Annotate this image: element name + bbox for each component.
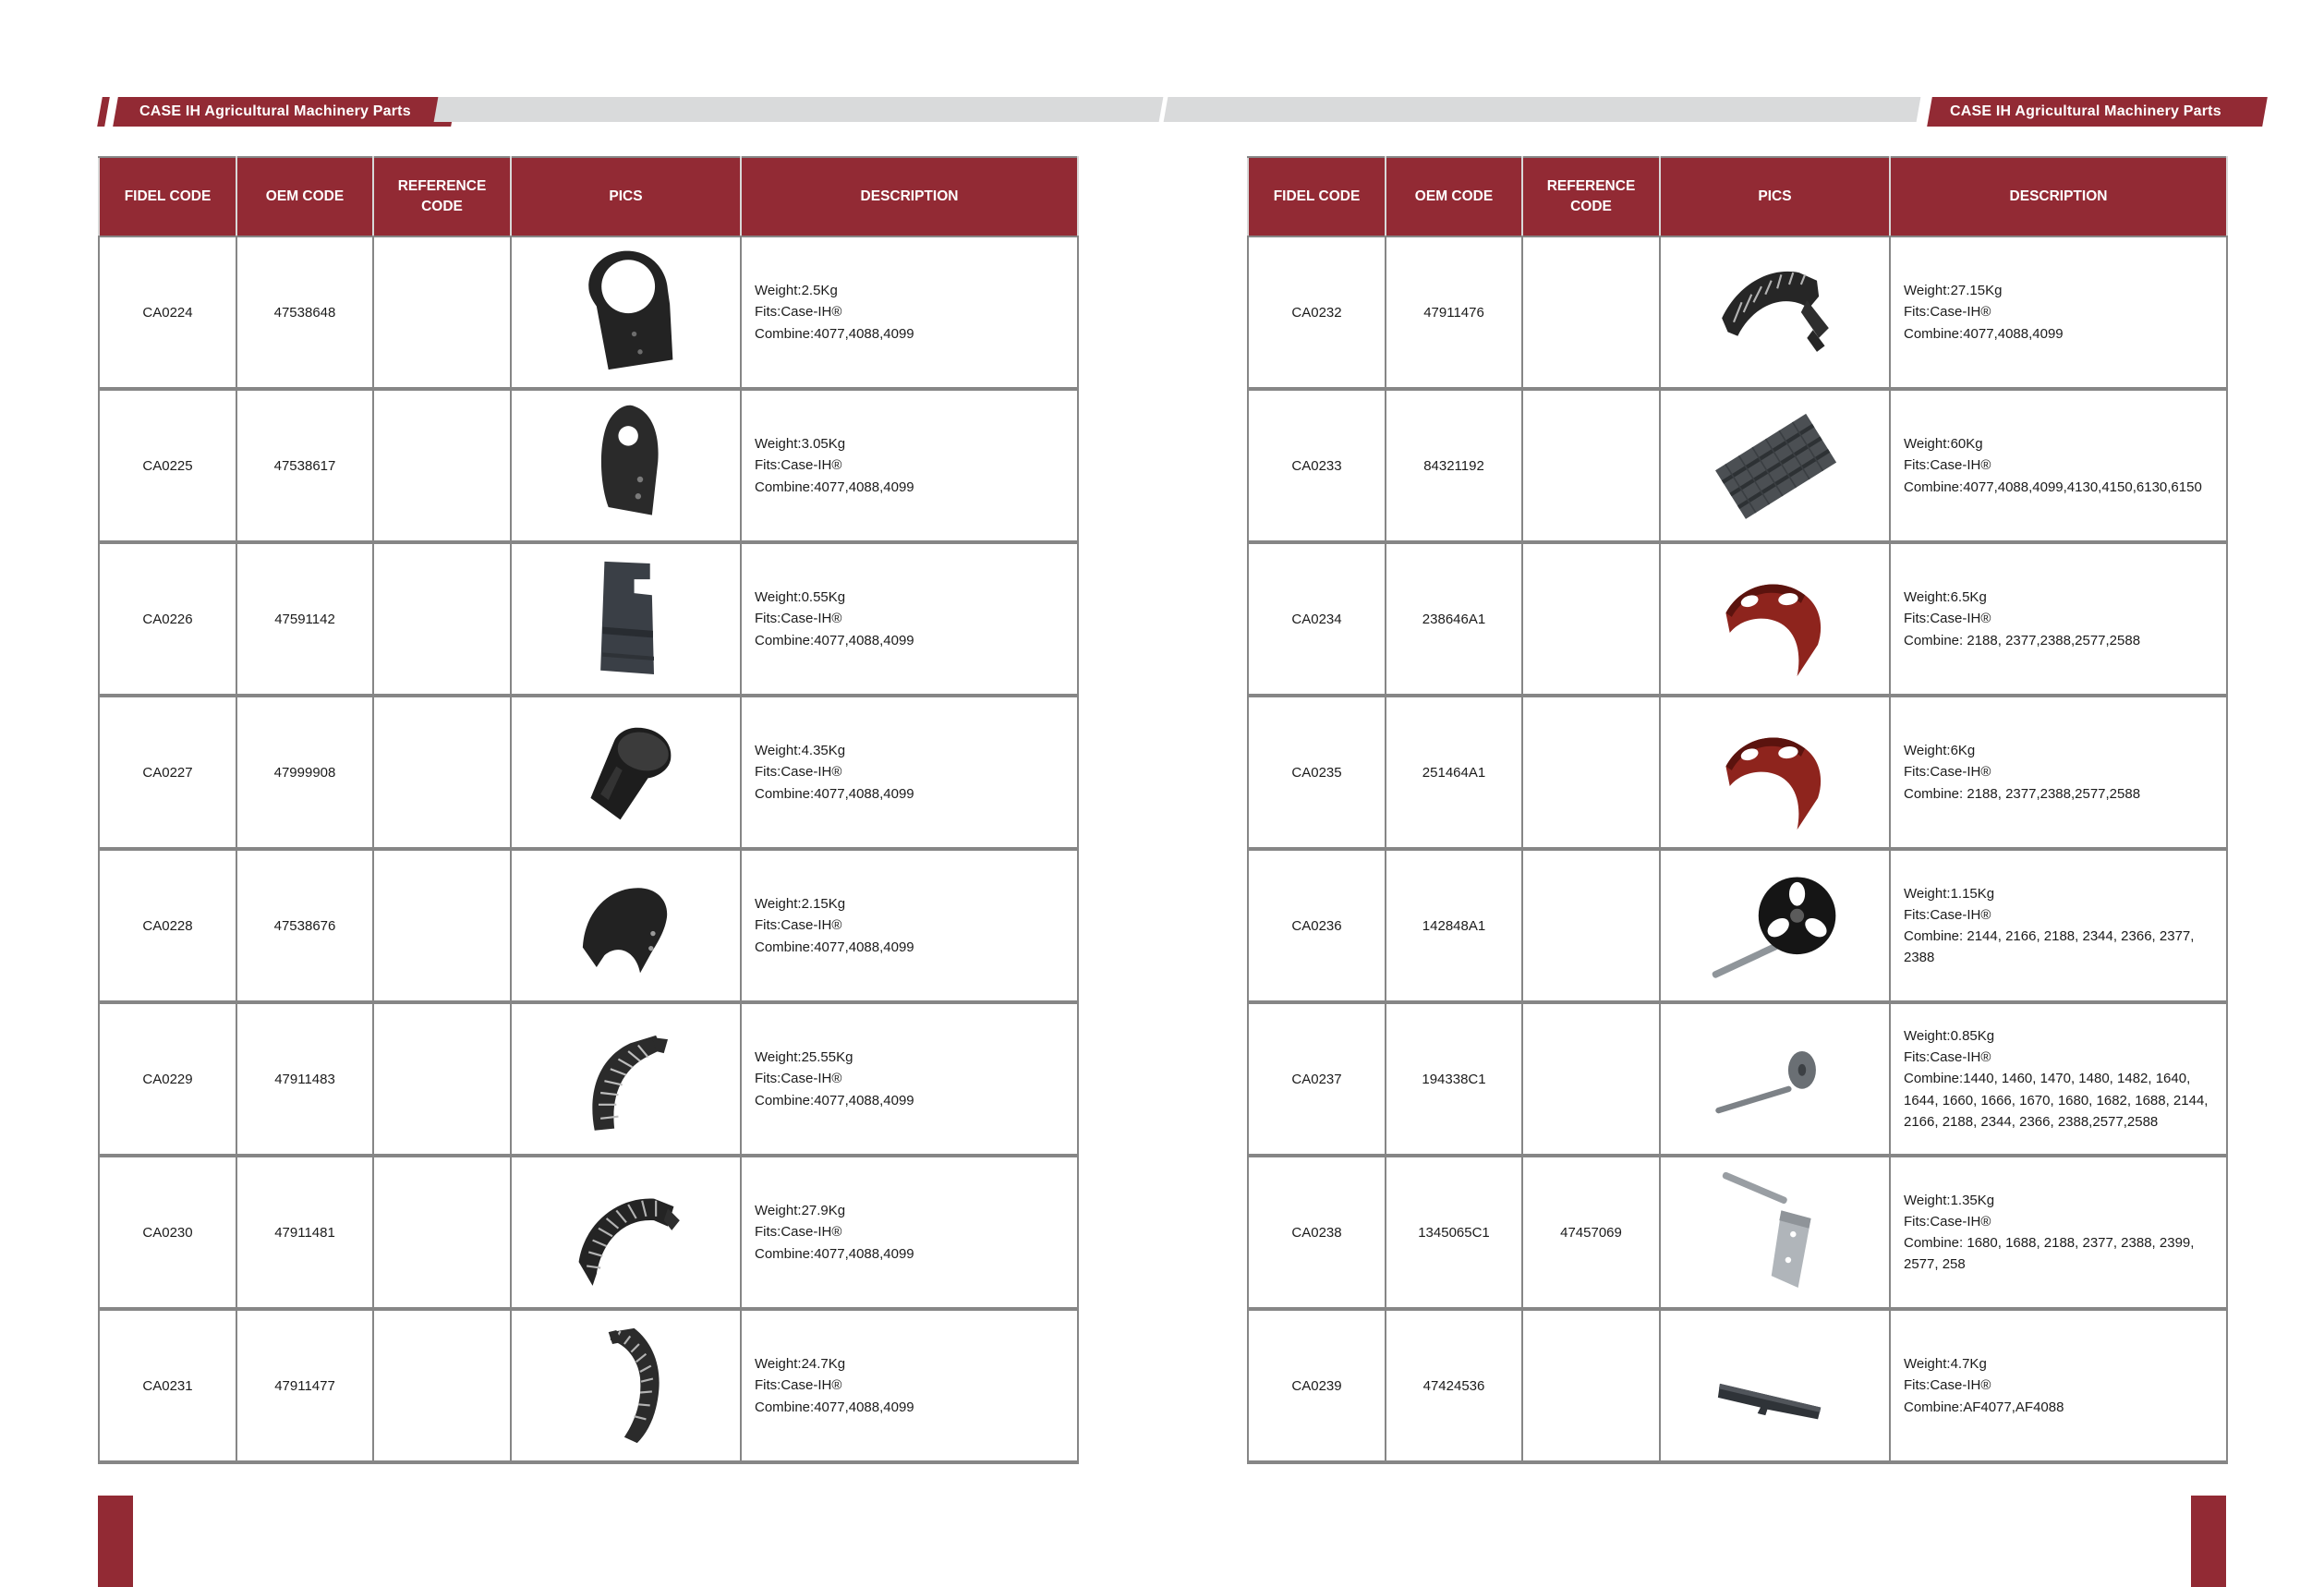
description-line: Combine: 2188, 2377,2388,2577,2588 <box>1904 632 2141 648</box>
reference-code-cell <box>1522 389 1660 542</box>
reference-code-cell <box>373 542 511 696</box>
reference-code-cell <box>373 1002 511 1156</box>
header-row <box>1248 157 2227 236</box>
reference-code-cell <box>1522 696 1660 849</box>
pics-cell <box>1660 389 1890 542</box>
description-line: Weight:27.15Kg <box>1904 283 2003 299</box>
reference-code-cell <box>1522 1002 1660 1156</box>
description-line: Combine:4077,4088,4099 <box>755 785 914 802</box>
oem-code-cell: 47999908 <box>236 696 373 849</box>
column-header-reference-code: REFERENCE CODE <box>373 157 511 236</box>
table-row <box>1248 849 2227 1002</box>
description-line: Combine: 1680, 1688, 2188, 2377, 2388, 2399, 2577, 258 <box>1904 1235 2195 1273</box>
table-row <box>99 1309 1078 1462</box>
fidel-code-cell: CA0233 <box>1248 389 1386 542</box>
fidel-code-cell: CA0239 <box>1248 1309 1386 1462</box>
fidel-code-cell: CA0236 <box>1248 849 1386 1002</box>
pics-cell <box>1660 1002 1890 1156</box>
oem-code-cell: 1345065C1 <box>1386 1156 1522 1309</box>
description-line: Weight:0.55Kg <box>755 589 846 606</box>
side-plate-icon <box>515 391 736 540</box>
header-banner-right <box>1927 97 2264 127</box>
concave-grate-icon <box>1664 237 1885 387</box>
reference-code-cell: 47457069 <box>1522 1156 1660 1309</box>
description-cell <box>1890 1156 2227 1309</box>
reference-code-cell <box>373 236 511 389</box>
rail-bar-icon <box>1664 1311 1885 1460</box>
description-line: Fits:Case-IH® <box>755 1071 842 1087</box>
description-cell <box>741 542 1078 696</box>
banner-gray-band-right <box>1164 97 1921 122</box>
description-line: Weight:6.5Kg <box>1904 589 1987 606</box>
table-row <box>99 542 1078 696</box>
table-row <box>1248 1156 2227 1309</box>
reference-code-cell <box>373 696 511 849</box>
fidel-code-cell: CA0224 <box>99 236 236 389</box>
description-cell <box>1890 1002 2227 1156</box>
grate-large-icon <box>515 1157 736 1307</box>
description-line: Weight:4.7Kg <box>1904 1356 1987 1373</box>
table-row <box>1248 1309 2227 1462</box>
description-cell <box>741 1002 1078 1156</box>
description-line: Fits:Case-IH® <box>755 611 842 627</box>
column-header-description: DESCRIPTION <box>741 157 1078 236</box>
description-line: Combine: 2144, 2166, 2188, 2344, 2366, 2377, 2388 <box>1904 928 2195 966</box>
reference-code-cell <box>1522 236 1660 389</box>
fender-red-icon <box>1664 544 1885 694</box>
description-line: Weight:6Kg <box>1904 743 1976 759</box>
description-line: Combine:4077,4088,4099 <box>755 1245 914 1262</box>
description-line: Combine:4077,4088,4099,4130,4150,6130,6150 <box>1904 479 2202 495</box>
fidel-code-cell: CA0230 <box>99 1156 236 1309</box>
table-row <box>1248 1002 2227 1156</box>
oem-code-cell: 47911481 <box>236 1156 373 1309</box>
page-title-left: CASE IH Agricultural Machinery Parts <box>139 103 411 119</box>
reference-code-cell <box>373 849 511 1002</box>
pics-cell <box>511 1156 741 1309</box>
oem-code-cell: 47538676 <box>236 849 373 1002</box>
footer-accent-right <box>2191 1496 2226 1587</box>
fidel-code-cell: CA0238 <box>1248 1156 1386 1309</box>
oem-code-cell: 251464A1 <box>1386 696 1522 849</box>
description-line: Combine:4077,4088,4099 <box>755 479 914 495</box>
parts-table-right <box>1247 156 2228 1464</box>
description-line: Weight:24.7Kg <box>755 1356 846 1373</box>
banner-gray-band-left <box>434 97 1164 122</box>
header-row <box>99 157 1078 236</box>
fidel-code-cell: CA0228 <box>99 849 236 1002</box>
description-line: Combine: 2188, 2377,2388,2577,2588 <box>1904 785 2141 802</box>
description-line: Combine:1440, 1460, 1470, 1480, 1482, 1640, 1644, 1660, 1666, 1670, 1680, 1682, 1688, 2144, 2166, 2188, 2344, 2366, 2388,2577,2588 <box>1904 1071 2209 1130</box>
wheel-shaft-icon <box>1664 851 1885 1000</box>
description-line: Fits:Case-IH® <box>1904 906 1991 923</box>
hood-segment-icon <box>515 851 736 1000</box>
description-line: Fits:Case-IH® <box>1904 304 1991 321</box>
table-row <box>99 389 1078 542</box>
description-line: Weight:2.5Kg <box>755 283 838 299</box>
oem-code-cell: 47538617 <box>236 389 373 542</box>
column-header-fidel-code: FIDEL CODE <box>1248 157 1386 236</box>
description-line: Fits:Case-IH® <box>1904 1049 1991 1066</box>
column-header-reference-code: REFERENCE CODE <box>1522 157 1660 236</box>
reference-code-cell <box>373 1309 511 1462</box>
description-line: Fits:Case-IH® <box>1904 611 1991 627</box>
description-cell <box>1890 1309 2227 1462</box>
fidel-code-cell: CA0226 <box>99 542 236 696</box>
oem-code-cell: 47538648 <box>236 236 373 389</box>
description-line: Weight:3.05Kg <box>755 436 846 453</box>
pics-cell <box>1660 696 1890 849</box>
description-line: Fits:Case-IH® <box>755 1377 842 1394</box>
fidel-code-cell: CA0227 <box>99 696 236 849</box>
pics-cell <box>511 236 741 389</box>
table-row <box>1248 236 2227 389</box>
description-cell <box>1890 389 2227 542</box>
table-row <box>99 696 1078 849</box>
description-cell <box>1890 696 2227 849</box>
oem-code-cell: 47591142 <box>236 542 373 696</box>
fidel-code-cell: CA0235 <box>1248 696 1386 849</box>
fidel-code-cell: CA0229 <box>99 1002 236 1156</box>
description-line: Weight:27.9Kg <box>755 1203 846 1219</box>
parts-table-left <box>98 156 1079 1464</box>
description-line: Combine:AF4077,AF4088 <box>1904 1399 2064 1415</box>
description-line: Weight:0.85Kg <box>1904 1027 1995 1044</box>
fidel-code-cell: CA0225 <box>99 389 236 542</box>
description-cell <box>741 389 1078 542</box>
pics-cell <box>511 1002 741 1156</box>
description-line: Combine:4077,4088,4099 <box>755 1399 914 1415</box>
reference-code-cell <box>1522 849 1660 1002</box>
description-cell <box>741 696 1078 849</box>
description-line: Weight:2.15Kg <box>755 896 846 913</box>
column-header-pics: PICS <box>1660 157 1890 236</box>
oem-code-cell: 47911477 <box>236 1309 373 1462</box>
description-line: Combine:4077,4088,4099 <box>755 632 914 648</box>
pics-cell <box>511 1309 741 1462</box>
description-line: Fits:Case-IH® <box>1904 764 1991 781</box>
description-line: Weight:60Kg <box>1904 436 1983 453</box>
fidel-code-cell: CA0237 <box>1248 1002 1386 1156</box>
pics-cell <box>1660 1309 1890 1462</box>
column-header-description: DESCRIPTION <box>1890 157 2227 236</box>
rod-bracket-icon <box>1664 1157 1885 1307</box>
reference-code-cell <box>1522 1309 1660 1462</box>
banner-accent-stripe-left <box>97 97 110 127</box>
description-cell <box>1890 849 2227 1002</box>
description-cell <box>741 236 1078 389</box>
table-row <box>1248 696 2227 849</box>
fidel-code-cell: CA0231 <box>99 1309 236 1462</box>
description-line: Combine:4077,4088,4099 <box>755 325 914 342</box>
oem-code-cell: 84321192 <box>1386 389 1522 542</box>
description-line: Fits:Case-IH® <box>755 457 842 474</box>
header-banner-left <box>113 97 456 127</box>
oem-code-cell: 47424536 <box>1386 1309 1522 1462</box>
pics-cell <box>511 389 741 542</box>
description-line: Fits:Case-IH® <box>755 304 842 321</box>
description-line: Weight:25.55Kg <box>755 1049 853 1066</box>
grate-tall-icon <box>515 1311 736 1460</box>
panel-icon <box>515 544 736 694</box>
pics-cell <box>1660 542 1890 696</box>
oem-code-cell: 194338C1 <box>1386 1002 1522 1156</box>
scoop-tube-icon <box>515 697 736 847</box>
description-line: Combine:4077,4088,4099 <box>755 1092 914 1108</box>
pics-cell <box>511 696 741 849</box>
column-header-pics: PICS <box>511 157 741 236</box>
mount-plate-icon <box>515 237 736 387</box>
page-title-right: CASE IH Agricultural Machinery Parts <box>1950 103 2221 119</box>
oem-code-cell: 142848A1 <box>1386 849 1522 1002</box>
fidel-code-cell: CA0234 <box>1248 542 1386 696</box>
shaft-disc-icon <box>1664 1004 1885 1154</box>
pics-cell <box>511 849 741 1002</box>
description-line: Weight:4.35Kg <box>755 743 846 759</box>
grate-small-icon <box>515 1004 736 1154</box>
table-row <box>99 1156 1078 1309</box>
reference-code-cell <box>373 1156 511 1309</box>
description-cell <box>1890 542 2227 696</box>
description-line: Fits:Case-IH® <box>1904 1213 1991 1230</box>
oem-code-cell: 238646A1 <box>1386 542 1522 696</box>
description-cell <box>741 849 1078 1002</box>
table-row <box>99 236 1078 389</box>
description-cell <box>1890 236 2227 389</box>
column-header-fidel-code: FIDEL CODE <box>99 157 236 236</box>
description-line: Weight:1.15Kg <box>1904 885 1995 902</box>
description-line: Fits:Case-IH® <box>1904 1377 1991 1394</box>
oem-code-cell: 47911483 <box>236 1002 373 1156</box>
description-line: Fits:Case-IH® <box>755 1224 842 1241</box>
table-row <box>99 849 1078 1002</box>
description-cell <box>741 1309 1078 1462</box>
reference-code-cell <box>373 389 511 542</box>
mesh-screen-icon <box>1664 391 1885 540</box>
description-line: Fits:Case-IH® <box>755 764 842 781</box>
description-line: Combine:4077,4088,4099 <box>755 939 914 955</box>
table-row <box>1248 542 2227 696</box>
pics-cell <box>1660 1156 1890 1309</box>
table-row <box>1248 389 2227 542</box>
fender-red-icon <box>1664 697 1885 847</box>
description-line: Fits:Case-IH® <box>1904 457 1991 474</box>
description-line: Combine:4077,4088,4099 <box>1904 325 2064 342</box>
description-line: Weight:1.35Kg <box>1904 1192 1995 1208</box>
description-line: Fits:Case-IH® <box>755 917 842 934</box>
pics-cell <box>511 542 741 696</box>
description-cell <box>741 1156 1078 1309</box>
column-header-oem-code: OEM CODE <box>1386 157 1522 236</box>
fidel-code-cell: CA0232 <box>1248 236 1386 389</box>
pics-cell <box>1660 849 1890 1002</box>
column-header-oem-code: OEM CODE <box>236 157 373 236</box>
pics-cell <box>1660 236 1890 389</box>
footer-accent-left <box>98 1496 133 1587</box>
oem-code-cell: 47911476 <box>1386 236 1522 389</box>
table-row <box>99 1002 1078 1156</box>
reference-code-cell <box>1522 542 1660 696</box>
